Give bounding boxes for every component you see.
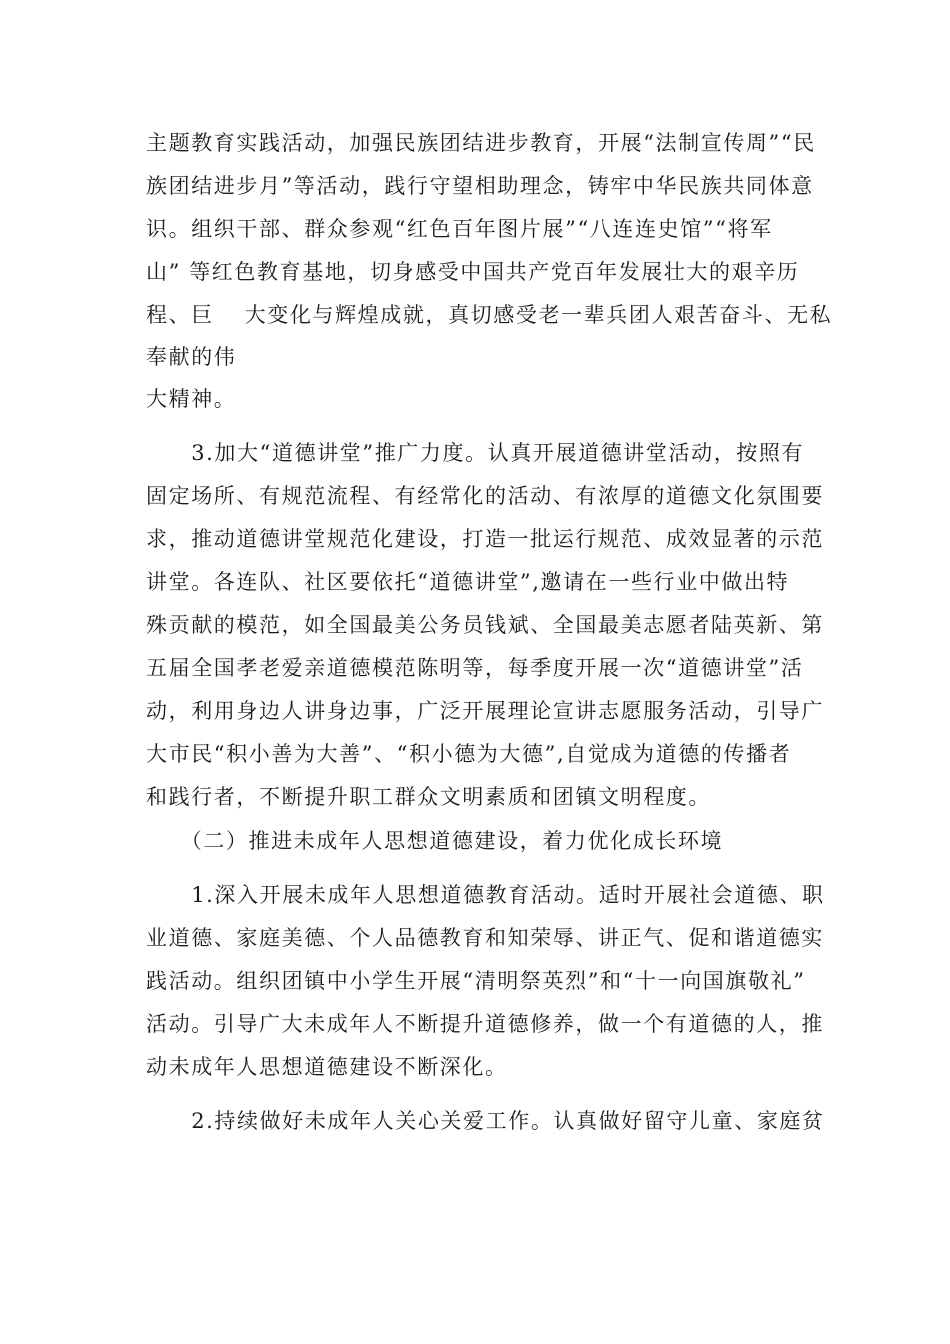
body-text-line: 动未成年人思想道德建设不断深化。 xyxy=(146,1055,508,1079)
body-text-line: 大市民“积小善为大善”、“积小德为大德”,自觉成为道德的传播者 xyxy=(146,742,792,766)
body-text-line: 和践行者，不断提升职工群众文明素质和团镇文明程度。 xyxy=(146,785,711,809)
body-text-line: 大精神。 xyxy=(146,387,237,411)
body-text-line: 主题教育实践活动，加强民族团结进步教育，开展“法制宣传周”“民 xyxy=(146,131,816,155)
paragraph-1-heading-line: 1.深入开展未成年人思想道德教育活动。适时开展社会道德、职 xyxy=(146,883,825,907)
body-text-line: 践活动。组织团镇中小学生开展“清明祭英烈”和“十一向国旗敬礼” xyxy=(146,969,806,993)
body-text-line: 奉献的伟 xyxy=(146,345,237,369)
body-text-line: 活动。引导广大未成年人不断提升道德修养，做一个有道德的人，推 xyxy=(146,1012,824,1036)
body-text-line: 族团结进步月”等活动，践行守望相助理念，铸牢中华民族共同体意 xyxy=(146,174,814,198)
body-text-line: 业道德、家庭美德、个人品德教育和知荣辱、讲正气、促和谐道德实 xyxy=(146,926,824,950)
paragraph-2-heading-line: 2.持续做好未成年人关心关爱工作。认真做好留守儿童、家庭贫 xyxy=(146,1109,825,1133)
section-heading: （二）推进未成年人思想道德建设，着力优化成长环境 xyxy=(146,829,724,853)
body-text-line: 求，推动道德讲堂规范化建设，打造一批运行规范、成效显著的示范 xyxy=(146,527,824,551)
body-text-line: 讲堂。各连队、社区要依托“道德讲堂”,邀请在一些行业中做出特 xyxy=(146,570,790,594)
body-text-line: 固定场所、有规范流程、有经常化的活动、有浓厚的道德文化氛围要 xyxy=(146,484,824,508)
body-text-line: 五届全国孝老爱亲道德模范陈明等，每季度开展一次“道德讲堂”活 xyxy=(146,656,804,680)
body-text-line: 动，利用身边人讲身边事，广泛开展理论宣讲志愿服务活动，引导广 xyxy=(146,699,824,723)
body-text-line: 程、巨 大变化与辉煌成就，真切感受老一辈兵团人艰苦奋斗、无私 xyxy=(146,303,833,327)
body-text-line: 识。组织干部、群众参观“红色百年图片展”“八连连史馆”“将军 xyxy=(146,217,773,241)
body-text-line: 殊贡献的模范，如全国最美公务员钱斌、全国最美志愿者陆英新、第 xyxy=(146,613,824,637)
body-text-line: 山” 等红色教育基地，切身感受中国共产党百年发展壮大的艰辛历 xyxy=(146,260,800,284)
paragraph-3-heading-line: 3.加大“道德讲堂”推广力度。认真开展道德讲堂活动，按照有 xyxy=(146,441,805,465)
